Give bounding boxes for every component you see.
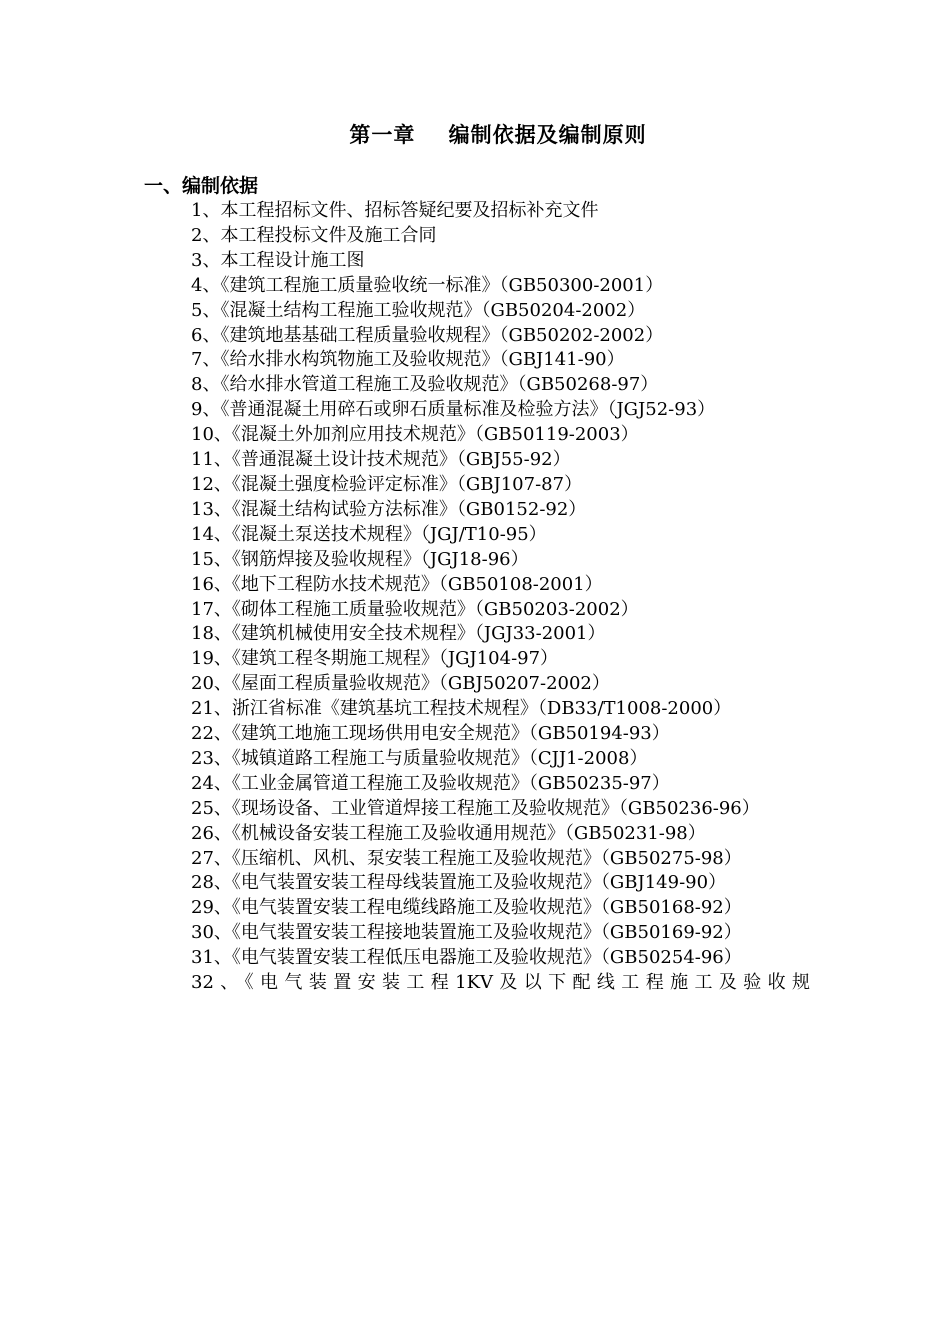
list-item: 30、《电气装置安装工程接地装置施工及验收规范》（GB50169-92）	[191, 922, 742, 944]
list-item: 14、《混凝土泵送技术规程》（JGJ/T10-95）	[191, 523, 547, 545]
list-item: 28、《电气装置安装工程母线装置施工及验收规范》（GBJ149-90）	[191, 872, 727, 894]
list-item: 5、《混凝土结构工程施工验收规范》（GB50204-2002）	[191, 299, 646, 321]
list-item: 1、本工程招标文件、招标答疑纪要及招标补充文件	[191, 200, 599, 221]
list-item: 6、《建筑地基基础工程质量验收规程》（GB50202-2002）	[191, 324, 664, 346]
list-item: 3、本工程设计施工图	[191, 249, 365, 271]
list-item: 16、《地下工程防水技术规范》（GB50108-2001）	[191, 573, 603, 595]
list-item: 8、《给水排水管道工程施工及验收规范》（GB50268-97）	[191, 374, 659, 396]
chapter-title: 第一章 编制依据及编制原则	[349, 123, 647, 147]
list-item: 11、《普通混凝土设计技术规范》（GBJ55-92）	[191, 449, 571, 471]
list-item: 32、《电气装置安装工程1KV及以下配线工程施工及验收规	[191, 972, 810, 994]
list-item: 31、《电气装置安装工程低压电器施工及验收规范》（GB50254-96）	[191, 947, 742, 969]
list-item: 29、《电气装置安装工程电缆线路施工及验收规范》（GB50168-92）	[191, 897, 742, 919]
list-item: 21、浙江省标准《建筑基坑工程技术规程》（DB33/T1008-2000）	[191, 698, 732, 720]
list-item: 4、《建筑工程施工质量验收统一标准》（GB50300-2001）	[191, 274, 664, 296]
list-item: 13、《混凝土结构试验方法标准》（GB0152-92）	[191, 498, 587, 520]
list-item: 17、《砌体工程施工质量验收规范》（GB50203-2002）	[191, 598, 639, 620]
list-item: 23、《城镇道路工程施工与质量验收规范》（CJJ1-2008）	[191, 747, 648, 769]
section-heading: 一、编制依据	[144, 175, 259, 197]
list-item: 2、本工程投标文件及施工合同	[191, 224, 437, 246]
list-item: 12、《混凝土强度检验评定标准》（GBJ107-87）	[191, 473, 583, 495]
reference-list	[144, 199, 810, 996]
list-item: 20、《屋面工程质量验收规范》（GBJ50207-2002）	[191, 673, 610, 695]
list-item: 10、《混凝土外加剂应用技术规范》（GB50119-2003）	[191, 424, 639, 446]
list-item: 18、《建筑机械使用安全技术规程》（JGJ33-2001）	[191, 623, 606, 645]
list-item: 27、《压缩机、风机、泵安装工程施工及验收规范》（GB50275-98）	[191, 847, 742, 869]
list-item: 15、《钢筋焊接及验收规程》（JGJ18-96）	[191, 548, 529, 570]
list-item: 7、《给水排水构筑物施工及验收规范》（GBJ141-90）	[191, 349, 625, 371]
list-item: 19、《建筑工程冬期施工规程》（JGJ104-97）	[191, 648, 559, 670]
list-item: 22、《建筑工地施工现场供用电安全规范》（GB50194-93）	[191, 723, 670, 745]
list-item: 26、《机械设备安装工程施工及验收通用规范》（GB50231-98）	[191, 822, 706, 844]
list-item: 25、《现场设备、工业管道焊接工程施工及验收规范》（GB50236-96）	[191, 797, 760, 819]
list-item: 24、《工业金属管道工程施工及验收规范》（GB50235-97）	[191, 772, 670, 794]
list-item: 9、《普通混凝土用碎石或卵石质量标准及检验方法》（JGJ52-93）	[191, 399, 716, 421]
